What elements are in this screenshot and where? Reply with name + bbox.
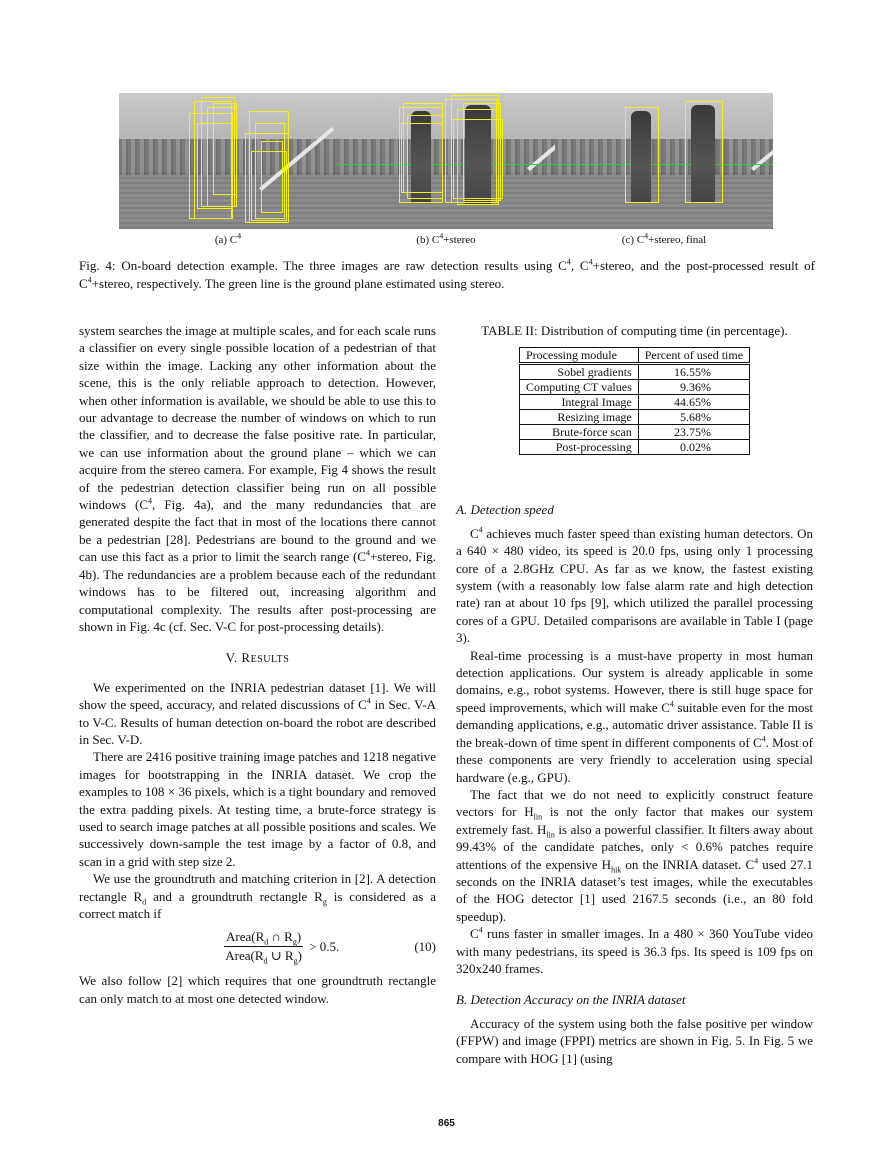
subcaption-c: (c) $C^4+stereo$, final <box>621 231 707 246</box>
subsection-heading: B. Detection Accuracy on the INRIA dataset <box>456 992 686 1008</box>
left-column <box>79 322 436 1007</box>
right-column <box>456 322 813 1067</box>
figure-4-images <box>119 93 774 229</box>
section-heading: V. RESULTS <box>225 650 290 666</box>
figure-4a-image <box>119 93 337 229</box>
table-row: Brute-force scan 23.75% <box>519 425 749 440</box>
table-caption: TABLE II: Distribution of computing time (in percentage). <box>481 323 788 338</box>
equation-label: (10) <box>414 938 436 954</box>
paragraph: Accuracy of the system using both the false positive per window (FFPW) and image (FPPI) metrics are shown in Fig. 5. In Fig. 5 we compare with HOG [1] (using <box>456 1015 813 1066</box>
paragraph: We use the groundtruth and matching criterion in [2]. A detection rectangle $R_d$ and a groundtruth rectangle $R_g$ is considered as a correct match if <box>79 871 436 921</box>
figure-4b-image <box>337 93 555 229</box>
subsection-heading: A. Detection speed <box>456 502 554 518</box>
figure-caption: Fig. 4: On-board detection example. The three images are raw detection results using $C^4$, $C^4+stereo$, and the post-processed result of $C^4+stereo$, respectively. The green line is the ground plane estimated using stereo. <box>79 257 816 291</box>
table-row: Integral Image 44.65% <box>519 395 749 410</box>
paragraph: We experimented on the INRIA pedestrian dataset [1]. We will show the speed, accuracy, and related discussions of $C^4$ in Sec. V-A to V-C. Results of human detection on-board the robot are described in Sec. V-D. <box>79 679 436 747</box>
paragraph: There are 2416 positive training image patches and 1218 negative images for bootstrapping in the INRIA dataset. We crop the examples to 108 × 36 pixels, which is a tight boundary and removed the extra padding pixels. At testing time, a brute-force strategy is used to search image patches at all possible positions and scales. We successively down-sample the test image by a factor of 0.8, and scan in a grid with step size 2. <box>79 749 436 869</box>
table-ii <box>519 347 750 455</box>
table-header: Percent of used time <box>638 348 749 364</box>
subcaption-b: (b) $C^4+stereo$ <box>416 231 476 246</box>
equation-10: $\frac{Area(R_d \cap R_g)}{Area(R_d \cup R_g)}$ > 0.5. (10) <box>225 929 436 966</box>
subcaption-a: (a) $C^4$ <box>214 231 242 246</box>
paragraph: system searches the image at multiple scales, and for each scale runs a classifier on every single possible location of a pedestrian of that size within the image. Lacking any other information about the scene, this is the only reliable approach to detection. However, when other information is available, we should be able to use this to our advantage to decrease the number of windows on which to run the classifier, and to decrease the false positive rate. In particular, we can use information about the ground plane – which we can acquire from the stereo camera. For example, Fig 4 shows the result of the pedestrian detection classifier being run on all possible windows ($C^4$, Fig. 4a), and the many redundancies that are generated despite the fact that in most of the locations there cannot be a pedestrian [28]. Pedestrians are bound to the ground and we can use this fact as a prior to limit the search range ($C^4+stereo$, Fig. 4b). The redundancies are a problem because each of the redundant windows has to be filtered out, increasing algorithm and computational complexity. The results after post-processing are shown in Fig. 4c (cf. Sec. V-C for post-processing details). <box>79 323 437 634</box>
page-number: 865 <box>438 1118 455 1129</box>
figure-4c-image <box>555 93 773 229</box>
paragraph: Real-time processing is a must-have property in most human detection applications. Our system is already applicable in some domains, e.g., robot systems. However, there is still huge space for speed improvements, which will make $C^4$ suitable even for the most demanding applications, e.g., automatic driver assistance. Table II is the break-down of time spent in different components of $C^4$. Most of these components are very friendly to acceleration using special hardware (e.g., GPU). <box>456 647 814 785</box>
table-row: Sobel gradients 16.55% <box>519 364 749 380</box>
paragraph: The fact that we do not need to explicitly construct feature vectors for $H_{lin}$ is not the only factor that makes our system extremely fast. $H_{lin}$ is also a powerful classifier. It filters away about 99.43% of the candidate patches, only < 0.6% patches require attentions of the expensive $H_{hik}$ on the INRIA dataset. $C^4$ used 27.1 seconds on the INRIA dataset’s test images, while the executables of the HOG detector [1] used 2167.5 seconds (i.e., an 80 fold speedup). <box>456 786 814 924</box>
paragraph: We also follow [2] which requires that one groundtruth rectangle can only match to at most one detected window. <box>79 973 436 1006</box>
paragraph: $C^4$ achieves much faster speed than existing human detectors. On a 640 × 480 video, its speed is 20.0 fps, using only 1 processing core of a 2.8GHz CPU. As far as we know, the fastest existing system (with a reasonably low false alarm rate and high detection rate) ran at about 10 fps [9], which utilized the parallel processing cores of a GPU. Detailed comparisons are available in Table I (page 3). <box>456 525 813 646</box>
table-header: Processing module <box>519 348 638 364</box>
paragraph: $C^4$ runs faster in smaller images. In a 480 × 360 YouTube video with many pedestrians, its speed is 36.3 fps. Its speed is 109 fps on 320x240 frames. <box>456 925 813 976</box>
table-row: Resizing image 5.68% <box>519 410 749 425</box>
table-row: Post-processing 0.02% <box>519 440 749 455</box>
table-row: Computing CT values 9.36% <box>519 380 749 395</box>
